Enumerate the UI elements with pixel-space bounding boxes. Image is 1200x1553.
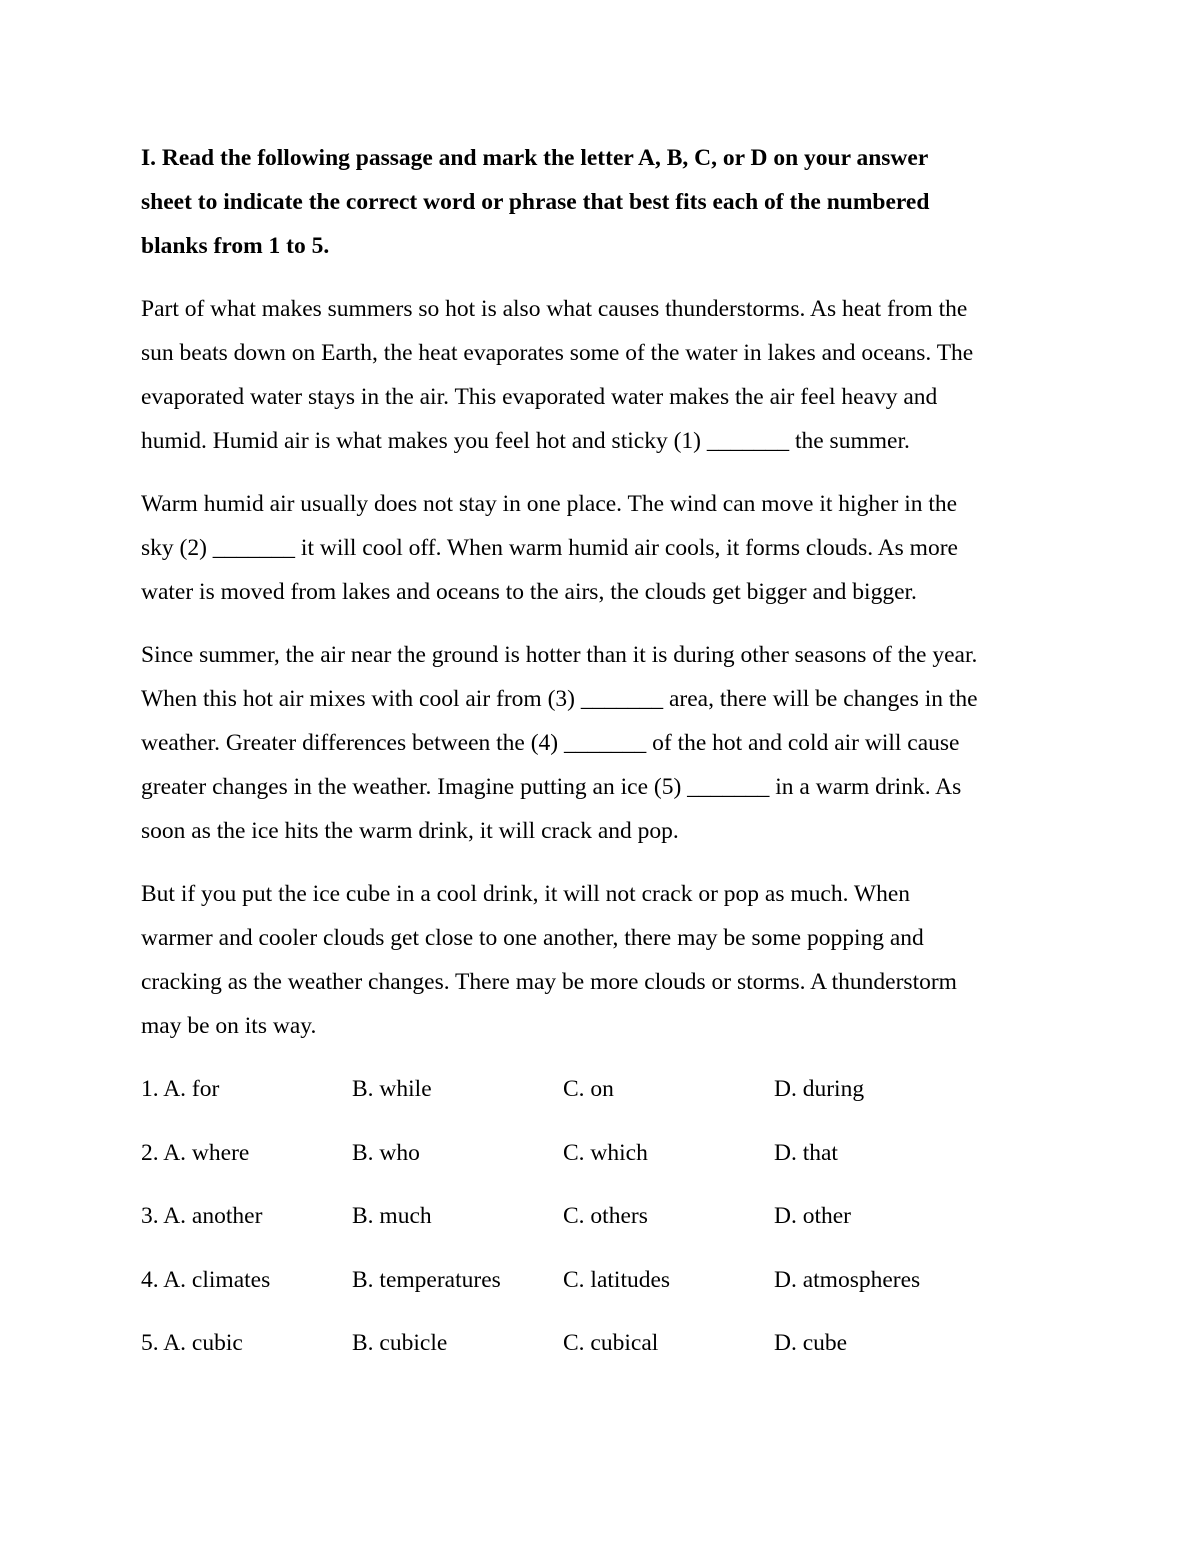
option-a: 3. A. another [141,1203,263,1229]
passage-line: humid. Humid air is what makes you feel hot and sticky (1) _______ the summer. [141,428,910,454]
passage-line: evaporated water stays in the air. This evaporated water makes the air feel heavy and [141,384,938,410]
passage-line: Part of what makes summers so hot is also what causes thunderstorms. As heat from the [141,296,968,322]
passage-line: may be on its way. [141,1013,317,1039]
answer-options [141,1067,1071,1365]
passage-line: weather. Greater differences between the (4) _______ of the hot and cold air will cause [141,730,960,756]
option-c: C. cubical [563,1330,659,1356]
option-c: C. which [563,1139,648,1166]
passage-line: soon as the ice hits the warm drink, it will crack and pop. [141,818,679,844]
option-a: 2. A. where [141,1139,250,1166]
option-a: 1. A. for [141,1076,220,1102]
option-c: C. on [563,1076,614,1102]
option-b: B. while [352,1076,432,1102]
option-d: D. during [774,1076,865,1102]
option-b: B. much [352,1203,432,1229]
passage-line: Since summer, the air near the ground is hotter than it is during other seasons of the year. [141,642,978,668]
question-row [141,1321,1071,1365]
option-d: D. other [774,1203,852,1229]
question-row [141,1131,1071,1175]
passage-paragraph-1 [141,287,1071,463]
passage-paragraph-2 [141,482,1071,614]
passage-line: sky (2) _______ it will cool off. When warm humid air cools, it forms clouds. As more [141,535,958,561]
passage-line: cracking as the weather changes. There may be more clouds or storms. A thunderstorm [141,969,957,995]
question-row [141,1194,1071,1238]
instruction-line: I. Read the following passage and mark the letter A, B, C, or D on your answer [141,145,929,171]
option-b: B. temperatures [352,1266,501,1293]
option-b: B. who [352,1139,420,1166]
document-content [141,136,1071,1385]
instruction-line: blanks from 1 to 5. [141,233,330,259]
option-b: B. cubicle [352,1330,448,1356]
option-c: C. others [563,1203,648,1229]
option-a: 4. A. climates [141,1266,271,1293]
option-d: D. that [774,1139,838,1166]
question-row [141,1067,1071,1111]
option-a: 5. A. cubic [141,1330,243,1356]
passage-line: greater changes in the weather. Imagine putting an ice (5) _______ in a warm drink. As [141,774,962,800]
option-d: D. atmospheres [774,1266,921,1293]
option-d: D. cube [774,1330,848,1356]
instruction-heading [141,136,1071,268]
passage-line: Warm humid air usually does not stay in one place. The wind can move it higher in the [141,491,958,517]
passage-line: When this hot air mixes with cool air from (3) _______ area, there will be changes in the [141,686,978,712]
passage-line: warmer and cooler clouds get close to one another, there may be some popping and [141,925,924,951]
passage-line: But if you put the ice cube in a cool drink, it will not crack or pop as much. When [141,881,911,907]
passage-line: sun beats down on Earth, the heat evaporates some of the water in lakes and oceans. The [141,340,974,366]
option-c: C. latitudes [563,1266,671,1293]
instruction-line: sheet to indicate the correct word or phrase that best fits each of the numbered [141,189,930,215]
passage-paragraph-4 [141,872,1071,1048]
question-row [141,1258,1071,1302]
passage-line: water is moved from lakes and oceans to the airs, the clouds get bigger and bigger. [141,579,917,605]
passage-paragraph-3 [141,633,1071,853]
